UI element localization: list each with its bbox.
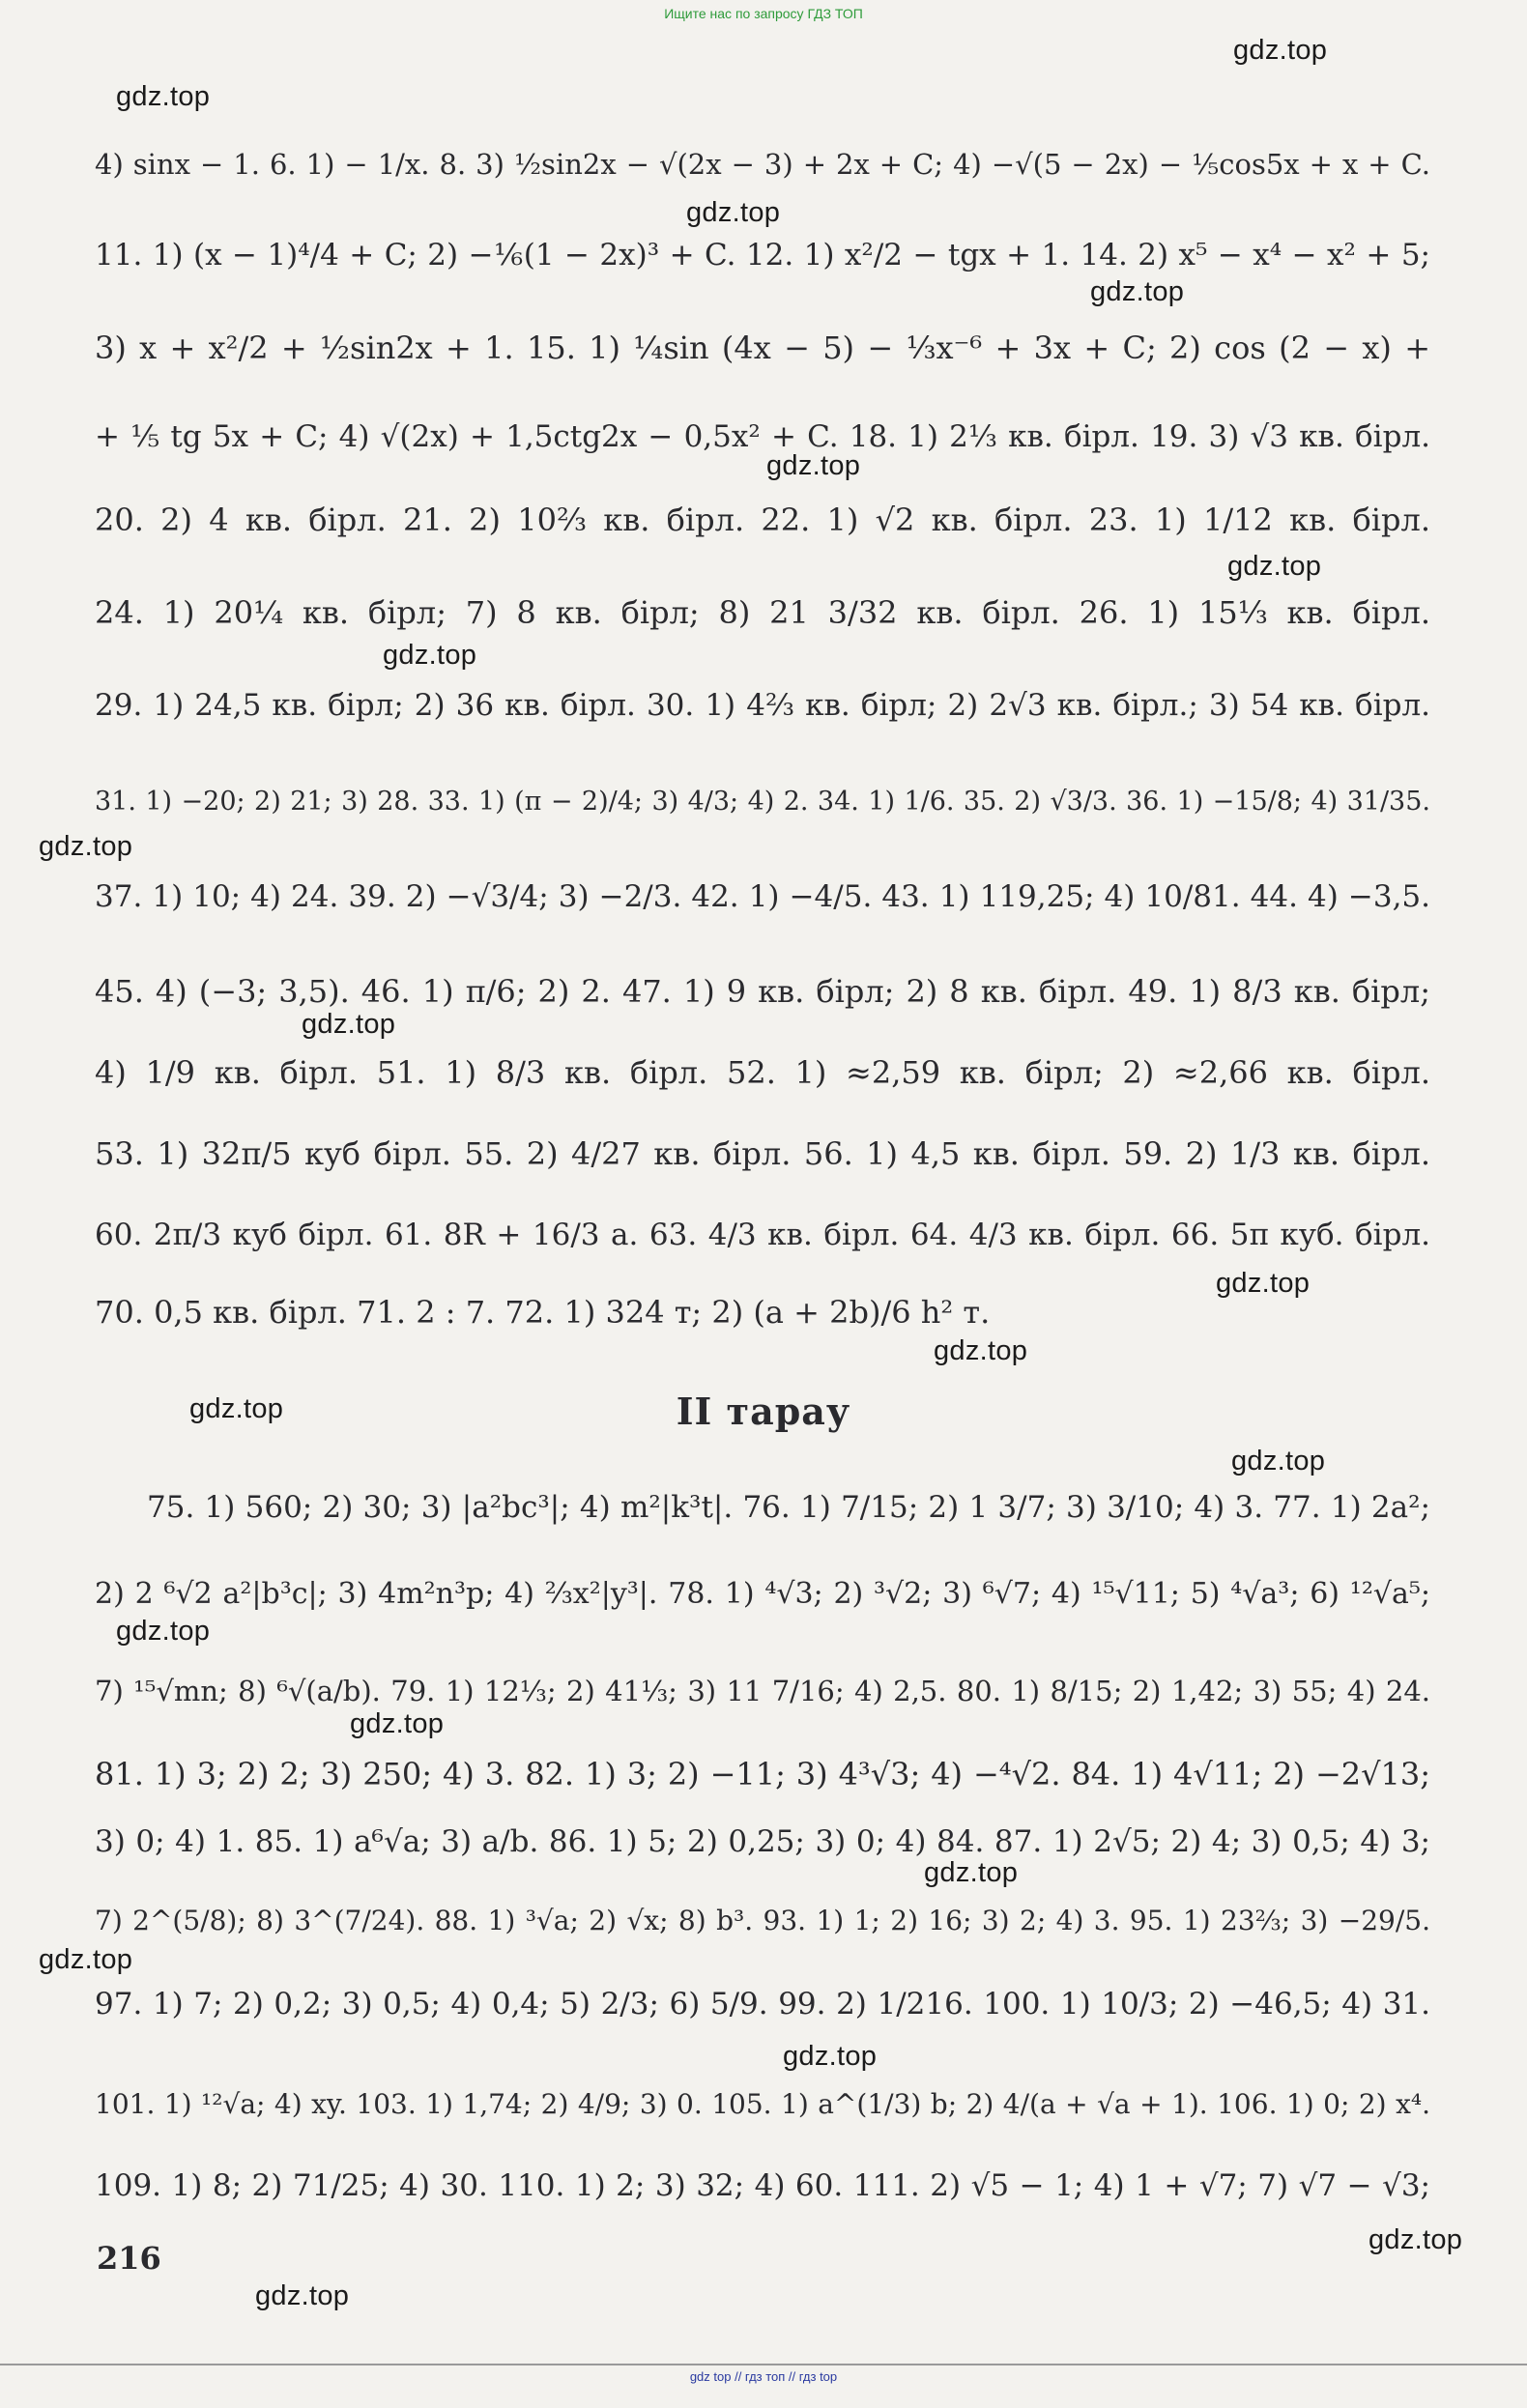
answer-line: 81. 1) 3; 2) 2; 3) 250; 4) 3. 82. 1) 3; 2) −11; 3) 4³√3; 4) −⁴√2. 84. 1) 4√11; 2) −2√13; [95, 1756, 1430, 1792]
answer-line: 11. 1) (x − 1)⁴/4 + C; 2) −⅙(1 − 2x)³ + C. 12. 1) x²/2 − tgx + 1. 14. 2) x⁵ − x⁴ − x² + 5; [95, 238, 1430, 272]
answer-line: 97. 1) 7; 2) 0,2; 3) 0,5; 4) 0,4; 5) 2/3; 6) 5/9. 99. 2) 1/216. 100. 1) 10/3; 2) −46,5; 4) 31. [95, 1987, 1430, 2021]
answer-line: 60. 2π/3 куб бірл. 61. 8R + 16/3 a. 63. 4/3 кв. бірл. 64. 4/3 кв. бірл. 66. 5π куб. бірл. [95, 1218, 1430, 1252]
watermark: gdz.top [1090, 276, 1185, 307]
watermark: gdz.top [766, 450, 861, 481]
watermark: gdz.top [1369, 2224, 1463, 2255]
watermark: gdz.top [1233, 35, 1328, 66]
watermark: gdz.top [783, 2041, 878, 2072]
watermark: gdz.top [255, 2280, 350, 2311]
watermark: gdz.top [383, 640, 477, 671]
answer-line: 37. 1) 10; 4) 24. 39. 2) −√3/4; 3) −2/3. 42. 1) −4/5. 43. 1) 119,25; 4) 10/81. 44. 4) −3,5. [95, 879, 1430, 914]
watermark: gdz.top [350, 1708, 445, 1739]
answer-line: 3) x + x²/2 + ½sin2x + 1. 15. 1) ¼sin (4x − 5) − ⅓x⁻⁶ + 3x + C; 2) cos (2 − x) + [95, 330, 1430, 366]
watermark: gdz.top [686, 197, 781, 228]
section-title: II тарау [676, 1390, 851, 1433]
answer-line: 7) 2^(5/8); 8) 3^(7/24). 88. 1) ³√a; 2) √x; 8) b³. 93. 1) 1; 2) 16; 3) 2; 4) 3. 95. 1) 23⅔; 3) −29/5. [95, 1905, 1430, 1936]
answer-line: 29. 1) 24,5 кв. бірл; 2) 36 кв. бірл. 30. 1) 4⅔ кв. бірл; 2) 2√3 кв. бірл.; 3) 54 кв. бірл. [95, 688, 1430, 723]
answer-line: 7) ¹⁵√mn; 8) ⁶√(a/b). 79. 1) 12⅓; 2) 41⅓; 3) 11 7/16; 4) 2,5. 80. 1) 8/15; 2) 1,42; 3) 55; 4) 24. [95, 1675, 1430, 1707]
watermark: gdz.top [1216, 1268, 1311, 1299]
answer-line: 45. 4) (−3; 3,5). 46. 1) π/6; 2) 2. 47. 1) 9 кв. бірл; 2) 8 кв. бірл. 49. 1) 8/3 кв. бірл; [95, 973, 1430, 1010]
watermark: gdz.top [934, 1335, 1028, 1366]
footer-divider [0, 2364, 1527, 2365]
answer-line: + ⅕ tg 5x + C; 4) √(2x) + 1,5ctg2x − 0,5x² + C. 18. 1) 2⅓ кв. бірл. 19. 3) √3 кв. бірл. [95, 419, 1430, 454]
watermark: gdz.top [924, 1857, 1019, 1888]
watermark: gdz.top [1231, 1446, 1326, 1476]
answer-line: 70. 0,5 кв. бірл. 71. 2 : 7. 72. 1) 324 т; 2) (a + 2b)/6 h² т. [95, 1294, 991, 1331]
header-note: Ищите нас по запросу ГДЗ ТОП [664, 6, 863, 21]
watermark: gdz.top [39, 1944, 133, 1975]
watermark: gdz.top [302, 1009, 396, 1040]
answer-line: 20. 2) 4 кв. бірл. 21. 2) 10⅔ кв. бірл. 22. 1) √2 кв. бірл. 23. 1) 1/12 кв. бірл. [95, 502, 1430, 538]
answer-line: 75. 1) 560; 2) 30; 3) |a²bc³|; 4) m²|k³t|. 76. 1) 7/15; 2) 1 3/7; 3) 3/10; 4) 3. 77. 1) 2a²; [147, 1490, 1430, 1525]
footer-text: gdz top // гдз топ // гдз top [689, 2369, 838, 2384]
answer-line: 31. 1) −20; 2) 21; 3) 28. 33. 1) (π − 2)/4; 3) 4/3; 4) 2. 34. 1) 1/6. 35. 2) √3/3. 36. 1) −15/8; 4) 31/35. [95, 787, 1430, 817]
page-number: 216 [97, 2240, 161, 2277]
answer-line: 53. 1) 32π/5 куб бірл. 55. 2) 4/27 кв. бірл. 56. 1) 4,5 кв. бірл. 59. 2) 1/3 кв. бірл. [95, 1135, 1430, 1172]
watermark: gdz.top [39, 831, 133, 862]
answer-line: 2) 2 ⁶√2 a²|b³c|; 3) 4m²n³p; 4) ⅔x²|y³|. 78. 1) ⁴√3; 2) ³√2; 3) ⁶√7; 4) ¹⁵√11; 5) ⁴√a³; 6) ¹²√a⁵; [95, 1577, 1430, 1611]
answer-line: 4) sinx − 1. 6. 1) − 1/x. 8. 3) ½sin2x − √(2x − 3) + 2x + C; 4) −√(5 − 2x) − ⅕cos5x + x + C. [95, 148, 1430, 181]
answer-line: 101. 1) ¹²√a; 4) xy. 103. 1) 1,74; 2) 4/9; 3) 0. 105. 1) a^(1/3) b; 2) 4/(a + √a + 1). 106. 1) 0; 2) x⁴. [95, 2088, 1430, 2120]
watermark: gdz.top [116, 81, 211, 112]
answer-line: 3) 0; 4) 1. 85. 1) a⁶√a; 3) a/b. 86. 1) 5; 2) 0,25; 3) 0; 4) 84. 87. 1) 2√5; 2) 4; 3) 0,5; 4) 3; [95, 1824, 1430, 1859]
answer-line: 24. 1) 20¼ кв. бірл; 7) 8 кв. бірл; 8) 21 3/32 кв. бірл. 26. 1) 15⅓ кв. бірл. [95, 594, 1430, 631]
answer-line: 4) 1/9 кв. бірл. 51. 1) 8/3 кв. бірл. 52. 1) ≈2,59 кв. бірл; 2) ≈2,66 кв. бірл. [95, 1054, 1430, 1091]
watermark: gdz.top [189, 1393, 284, 1424]
watermark: gdz.top [116, 1616, 211, 1647]
watermark: gdz.top [1227, 551, 1322, 582]
answer-line: 109. 1) 8; 2) 71/25; 4) 30. 110. 1) 2; 3) 32; 4) 60. 111. 2) √5 − 1; 4) 1 + √7; 7) √7 − √3; [95, 2168, 1430, 2203]
